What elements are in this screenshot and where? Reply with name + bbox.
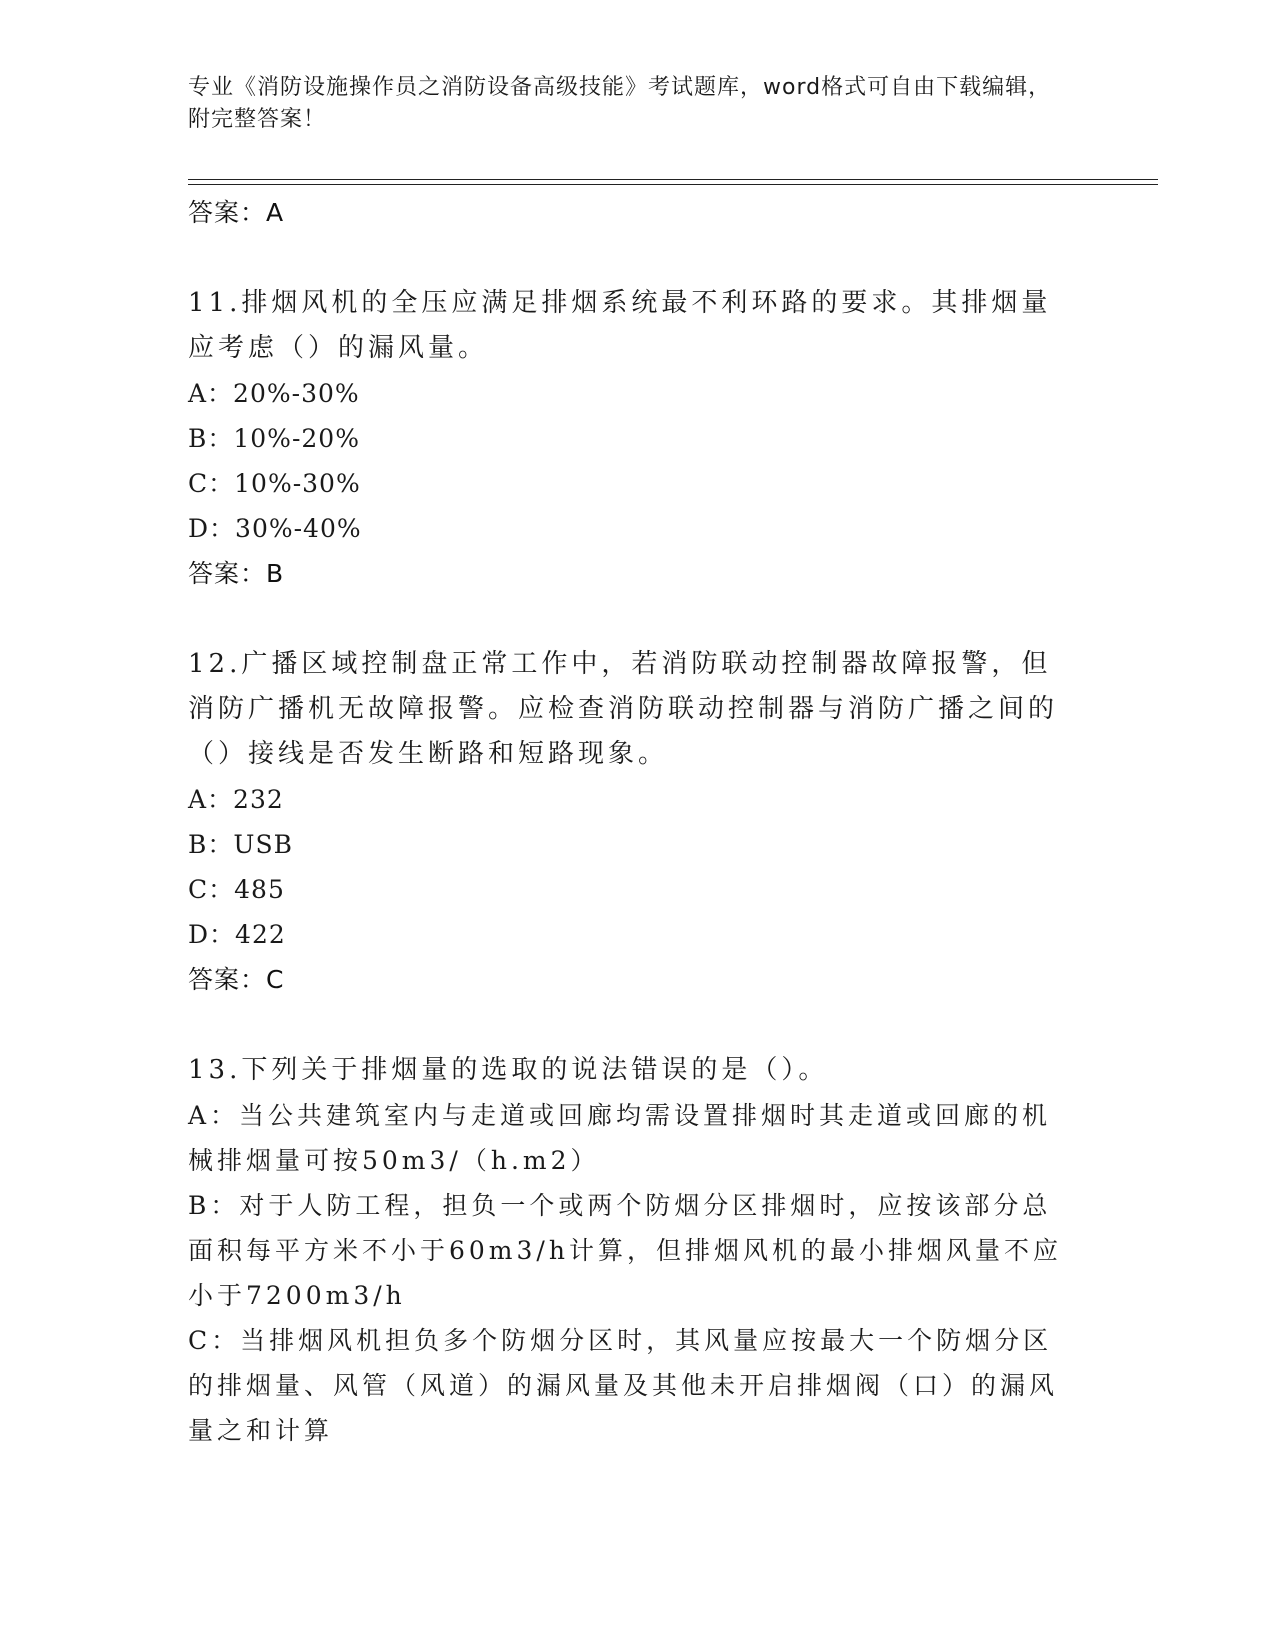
option-c: C：当排烟风机担负多个防烟分区时，其风量应按最大一个防烟分区的排烟量、风管（风道）的漏风量及其他未开启排烟阀（口）的漏风量之和计算 (188, 1326, 1059, 1445)
option-a: A：232 (188, 785, 284, 814)
question-list (188, 190, 1078, 1453)
question-stem: 11.排烟风机的全压应满足排烟系统最不利环路的要求。其排烟量应考虑（）的漏风量。 (188, 288, 1052, 363)
header-rule-bottom (188, 184, 1158, 185)
option-b: B：对于人防工程，担负一个或两个防烟分区排烟时，应按该部分总面积每平方米不小于60m3/h计算，但排烟风机的最小排烟风量不应小于7200m3/h (188, 1191, 1062, 1310)
question-stem: 13.下列关于排烟量的选取的说法错误的是（）。 (188, 1055, 829, 1085)
option-b: B：10%-20% (188, 424, 360, 453)
option-b: B：USB (188, 830, 293, 859)
question-stem: 12.广播区域控制盘正常工作中，若消防联动控制器故障报警，但消防广播机无故障报警。应检查消防联动控制器与消防广播之间的（）接线是否发生断路和短路现象。 (188, 649, 1059, 769)
question-11 (188, 281, 1078, 596)
answer-line: 答案：C (188, 965, 285, 994)
option-d: D：30%-40% (188, 514, 362, 543)
answer-line: 答案：A (188, 198, 285, 227)
question-13 (188, 1048, 1078, 1453)
question-12 (188, 642, 1078, 1002)
option-a: A：20%-30% (188, 379, 360, 408)
option-d: D：422 (188, 920, 286, 949)
option-c: C：485 (188, 875, 285, 904)
option-a: A：当公共建筑室内与走道或回廊均需设置排烟时其走道或回廊的机械排烟量可按50m3/（h.m2） (188, 1101, 1052, 1175)
option-c: C：10%-30% (188, 469, 361, 498)
page-header: 专业《消防设施操作员之消防设备高级技能》考试题库，word格式可自由下载编辑，附完整答案！ (188, 75, 1052, 132)
answer-line: 答案：B (188, 559, 285, 588)
header-rule-top (188, 179, 1158, 180)
